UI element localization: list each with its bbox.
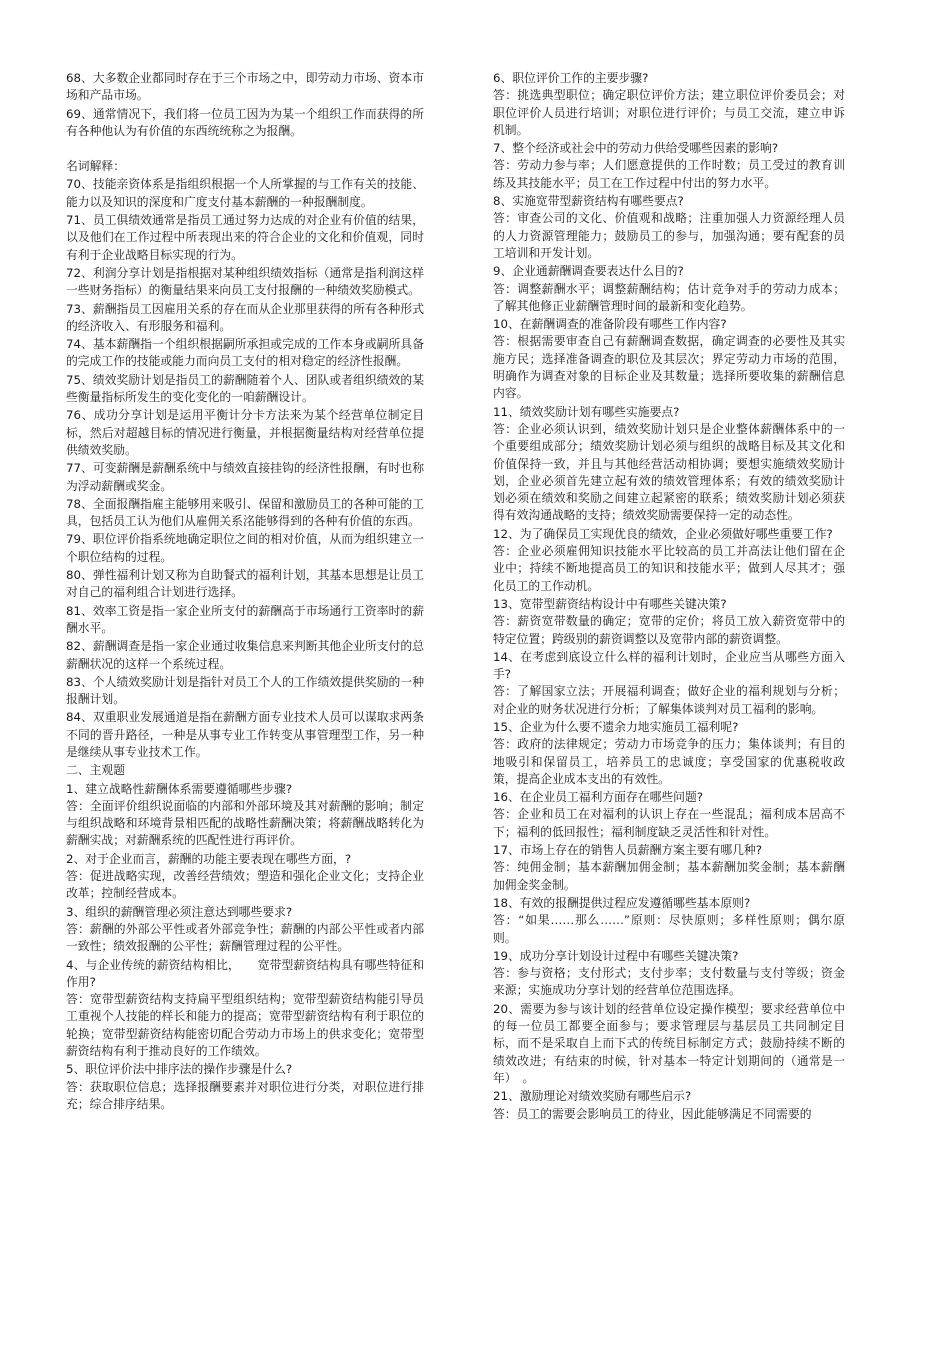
question-text: 6、职位评价工作的主要步骤? bbox=[493, 71, 649, 85]
term-definition: 84、双重职业发展通道是指在薪酬方面专业技术人员可以谋取求两条不同的晋升路径，一种是从事专业工作转变从事管理型工作，另一种是继续从事专业技术工作。 bbox=[66, 710, 424, 759]
question-text: 11、绩效奖励计划有哪些实施要点? bbox=[493, 404, 680, 419]
term-definition: 80、弹性福利计划又称为自助餐式的福利计划，其基本思想是让员工对自己的福利组合计划进行选择。 bbox=[66, 568, 424, 600]
right-column bbox=[493, 70, 845, 1124]
question-item bbox=[493, 316, 845, 402]
question-item bbox=[493, 789, 845, 841]
term-definition: 76、成功分享计划是运用平衡计分卡方法来为某个经营单位制定目标，然后对超越目标的情况进行衡量，并根据衡量结构对经营单位提供绩效奖励。 bbox=[66, 408, 424, 457]
question-text: 20、需要为参与该计划的经营单位设定操作模型；要求经营单位中的每一位员工都要全面参与；要求管理层与基层员工共同制定目标，而不是采取自上而下式的传统目标制定方式；鼓励持续不断的绩效改进；有结束的时候，针对基本一特定计划期间的（通常是一年） 。 bbox=[493, 1001, 845, 1085]
question-text: 9、企业通薪酬调查要表达什么目的? bbox=[493, 264, 684, 279]
answer-text: 答：促进战略实现，改善经营绩效；塑造和强化企业文化；支持企业改革；控制经营成本。 bbox=[66, 869, 424, 901]
term-definition: 74、基本薪酬指一个组织根据嗣所承担或完成的工作本身或嗣所具备的完成工作的技能或能力而向员工支付的相对稳定的经济性报酬。 bbox=[66, 337, 424, 369]
term-definition: 78、全面报酬指雇主能够用来吸引、保留和激励员工的各种可能的工具，包括员工认为他们从雇佣关系洺能够得到的各种有价值的东西。 bbox=[66, 496, 424, 529]
question-text: 13、宽带型薪资结构设计中有哪些关键决策? bbox=[493, 596, 727, 611]
term-definitions bbox=[66, 176, 424, 761]
answer-text: 答：审查公司的文化、价值观和战略；注重加强人力资源经理人员的人力资源管理能力；鼓励员工的参与，加强沟通；要有配套的员工培训和开发计划。 bbox=[493, 211, 845, 260]
question-text: 12、为了确保员工实现优良的绩效，企业必须做好哪些重要工作? bbox=[493, 526, 833, 541]
question-item bbox=[66, 904, 424, 956]
question-text: 14、在考虑到底设立什么样的福利计划时，企业应当从哪些方面入手? bbox=[493, 649, 845, 682]
answer-text: 答：企业和员工在对福利的认识上存在一些混乱；福利成本居高不下；福利的低回报性；福利制度缺乏灵活性和针对性。 bbox=[493, 807, 845, 839]
answer-text: 答：纯佣金制；基本薪酬加佣金制；基本薪酬加奖金制；基本薪酬加佣金奖金制。 bbox=[493, 860, 845, 892]
section-title-terms: 名词解释： bbox=[66, 159, 125, 174]
paragraph-68: 68、大多数企业都同时存在于三个市场之中，即劳动力市场、资本市场和产品市场。 bbox=[66, 71, 424, 103]
question-item bbox=[493, 948, 845, 1000]
answer-text: 答：参与资格；支付形式；支付步率；支付数量与支付等级；资金来源；实施成功分享计划的经营单位范围选择。 bbox=[493, 966, 845, 998]
question-item bbox=[493, 526, 845, 595]
question-text: 17、市场上存在的销售人员薪酬方案主要有哪几种? bbox=[493, 843, 763, 858]
question-text: 7、整个经济或社会中的劳动力供给受哪些因素的影响? bbox=[493, 141, 779, 156]
section-title-subjective: 二、主观题 bbox=[66, 763, 125, 778]
question-item bbox=[493, 263, 845, 315]
question-text: 10、在薪酬调查的准备阶段有哪些工作内容? bbox=[493, 317, 727, 332]
question-text: 1、建立战略性薪酬体系需要遵循哪些步骤? bbox=[66, 781, 293, 796]
left-column bbox=[66, 70, 424, 1114]
question-item bbox=[493, 842, 845, 894]
term-definition: 82、薪酬调查是指一家企业通过收集信息来判断其他企业所支付的总薪酬状况的这样一个系统过程。 bbox=[66, 639, 424, 671]
question-item bbox=[493, 404, 845, 525]
question-item bbox=[493, 1001, 845, 1087]
question-item bbox=[66, 781, 424, 850]
answer-text: 答：企业必须雇佣知识技能水平比较高的员工并高法让他们留在企业中；持续不断地提高员工的知识和技能水平；做到人尽其才；强化员工的工作动机。 bbox=[493, 544, 845, 593]
right-question-list bbox=[493, 70, 845, 1123]
term-definition: 75、绩效奖励计划是指员工的薪酬随着个人、团队或者组织绩效的某些衡量指标所发生的变化变化的一咱薪酬设计。 bbox=[66, 372, 424, 405]
answer-text: 答：“如果……那么……”原则：尽快原则；多样性原则；偶尔原则。 bbox=[493, 913, 845, 945]
answer-text: 答：挑选典型职位；确定职位评价方法；建立职位评价委员会；对职位评价人员进行培训；对职位进行评价；与员工交流，建立申诉机制。 bbox=[493, 88, 845, 137]
answer-text: 答：薪资宽带数量的确定；宽带的定价；将员工放入薪资宽带中的特定位置；跨级别的薪资调整以及宽带内部的薪资调整。 bbox=[493, 614, 845, 646]
term-definition: 83、个人绩效奖励计划是指针对员工个人的工作绩效提供奖励的一种报酬计划。 bbox=[66, 674, 424, 707]
spacer bbox=[66, 141, 424, 158]
term-definition: 70、技能亲资体系是指组织根据一个人所掌握的与工作有关的技能、能力以及知识的深度和广度支付基本薪酬的一种报酬制度。 bbox=[66, 177, 424, 209]
answer-text: 答：企业必须认识到，绩效奖励计划只是企业整体薪酬体系中的一个重要组成部分；绩效奖励计划必须与组织的战略目标及其文化和价值保持一致，并且与其他经营活动相协调；要想实施绩效奖励计划，企业必须首先建立起有效的绩效管理体系；有效的绩效奖励计划必须在绩效和奖励之间建立起紧密的联系；绩效奖励计划必须获得有效沟通战略的支持；绩效奖励需要保持一定的动态性。 bbox=[493, 421, 845, 523]
answer-text: 答：全面评价组织说面临的内部和外部环境及其对薪酬的影响；制定与组织战略和环境背景相匹配的战略性薪酬决策；将薪酬战略转化为薪酬实战；对薪酬系统的匹配性进行再评价。 bbox=[66, 798, 424, 848]
question-item bbox=[493, 70, 845, 139]
question-text: 15、企业为什么要不遗余力地实施员工福利呢? bbox=[493, 719, 739, 734]
question-item bbox=[493, 649, 845, 718]
term-definition: 72、利润分享计划是指根据对某种组织绩效指标（通常是指利润这样一些财务指标）的衡量结果来向员工支付报酬的一种绩效奖励模式。 bbox=[66, 265, 424, 298]
question-text: 21、激励理论对绩效奖励有哪些启示? bbox=[493, 1089, 692, 1104]
term-definition: 73、薪酬指员工因雇用关系的存在而从企业那里获得的所有各种形式的经济收入、有形服务和福利。 bbox=[66, 301, 424, 333]
term-definition: 71、员工俱绩效通常是指员工通过努力达成的对企业有价值的结果，以及他们在工作过程中所表现出来的符合企业的文化和价值观，同时有利于企业战略目标实现的行为。 bbox=[66, 213, 424, 262]
question-item bbox=[66, 851, 424, 903]
question-text: 3、组织的薪酬管理必须注意达到哪些要求? bbox=[66, 904, 293, 919]
question-text: 19、成功分享计划设计过程中有哪些关键决策? bbox=[493, 948, 739, 963]
answer-text: 答：政府的法律规定；劳动力市场竞争的压力；集体谈判；有目的地吸引和保留员工，培养员工的忠诚度；享受国家的优惠税收政策，提高企业成本支出的有效性。 bbox=[493, 737, 845, 786]
term-definition: 79、职位评价指系统地确定职位之间的相对价值，从而为组织建立一个职位结构的过程。 bbox=[66, 532, 424, 564]
answer-text: 答：劳动力参与率；人们愿意提供的工作时数；员工受过的教育训练及其技能水平；员工在工作过程中付出的努力水平。 bbox=[493, 158, 845, 190]
question-item bbox=[493, 1088, 845, 1123]
answer-text: 答：根据需要审查自己有薪酬调查数据，确定调查的必要性及其实施方民；选择准备调查的职位及其层次；界定劳动力市场的范围，明确作为调查对象的目标企业及其数量；选择所要收集的薪酬信息内容。 bbox=[493, 334, 845, 401]
left-question-list bbox=[66, 781, 424, 1114]
question-text: 18、有效的报酬提供过程应发遵循哪些基本原则? bbox=[493, 895, 751, 910]
question-item bbox=[493, 140, 845, 192]
question-text: 4、与企业传统的薪资结构相比， 宽带型薪资结构具有哪些特征和作用? bbox=[66, 957, 424, 989]
question-item bbox=[493, 719, 845, 788]
term-definition: 77、可变薪酬是薪酬系统中与绩效直接挂钩的经济性报酬，有时也称为浮动薪酬或奖金。 bbox=[66, 461, 424, 493]
answer-text: 答：薪酬的外部公平性或者外部竞争性；薪酬的内部公平性或者内部一致性；绩效报酬的公平性；薪酬管理过程的公平性。 bbox=[66, 921, 424, 954]
question-text: 8、实施宽带型薪资结构有哪些要点? bbox=[493, 194, 684, 209]
question-text: 2、对于企业而言，薪酬的功能主要表现在哪些方面，? bbox=[66, 851, 352, 866]
answer-text: 答：宽带型薪资结构支持扁平型组织结构；宽带型薪资结构能引导员工重视个人技能的样长和能力的提高；宽带型薪资结构有利于职位的轮换；宽带型薪资结构能密切配合劳动力市场上的供求变化；宽带型薪资结构有利于推动良好的工作绩效。 bbox=[66, 992, 424, 1059]
question-item bbox=[66, 1061, 424, 1113]
answer-text: 答：了解国家立法；开展福利调查；做好企业的福利规划与分析；对企业的财务状况进行分析；了解集体谈判对员工福利的影响。 bbox=[493, 684, 845, 716]
term-definition: 81、效率工资是指一家企业所支付的薪酬高于市场通行工资率时的薪酬水平。 bbox=[66, 603, 424, 635]
question-item bbox=[493, 596, 845, 648]
question-text: 5、职位评价法中排序法的操作步骤是什么? bbox=[66, 1062, 293, 1077]
question-item bbox=[66, 957, 424, 1061]
answer-text: 答：调整薪酬水平；调整薪酬结构；估计竞争对手的劳动力成本；了解其他修正业薪酬管理时间的最新和变化趋势。 bbox=[493, 281, 845, 313]
paragraph-69: 69、通常情况下，我们将一位员工因为为某一个组织工作而获得的所有各种他认为有价值的东西统统称之为报酬。 bbox=[66, 106, 424, 138]
question-text: 16、在企业员工福利方面存在哪些问题? bbox=[493, 790, 704, 805]
question-item bbox=[493, 895, 845, 947]
answer-text: 答：员工的需要会影响员工的待业，因此能够满足不同需要的 bbox=[493, 1106, 812, 1121]
answer-text: 答：获取职位信息；选择报酬要素并对职位进行分类，对职位进行排充；综合排序结果。 bbox=[66, 1079, 424, 1111]
question-item bbox=[493, 193, 845, 262]
